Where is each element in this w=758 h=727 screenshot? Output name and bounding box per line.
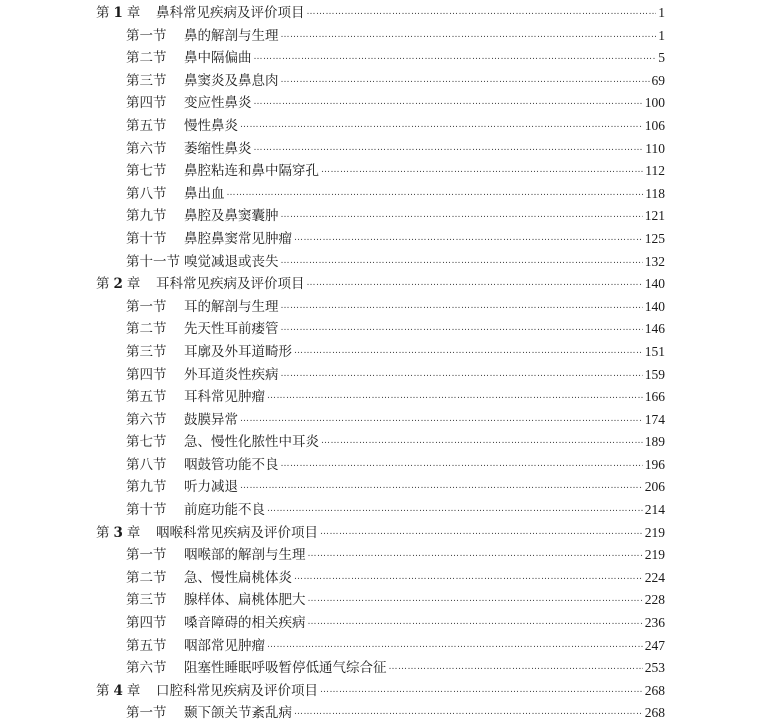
toc-page-number: 224 [644,569,665,585]
toc-entry-number: 第十节 [126,502,167,519]
chapter-prefix: 第 [96,5,110,21]
dot-leader [281,317,643,340]
toc-page-number: 166 [644,389,665,405]
toc-section-row[interactable] [0,409,758,432]
chapter-prefix: 第 [96,524,110,541]
chapter-number: 3 [113,524,123,541]
toc-section-row[interactable] [0,92,758,115]
toc-entry-number: 第三节 [126,72,167,89]
toc-page-number: 125 [644,230,665,246]
toc-entry-number: 第五节 [126,637,167,654]
toc-entry-title: 耳的解剖与生理 [184,298,279,315]
toc-entry-number: 第五节 [126,389,167,406]
dot-leader [320,679,643,702]
toc-page-number: 189 [644,434,665,450]
toc-section-row[interactable] [0,138,758,161]
toc-entry-number: 第十一节 [126,253,180,270]
toc-entry-number: 第六节 [126,140,167,157]
toc-entry-title: 鼻腔鼻窦常见肿瘤 [184,230,292,247]
dot-leader [294,227,643,250]
toc-section-row[interactable] [0,160,758,183]
toc-page-number: 253 [644,660,665,676]
dot-leader [281,295,643,318]
toc-entry-number: 第一节 [126,547,167,564]
dot-leader [281,250,643,273]
toc-entry-title: 阻塞性睡眠呼吸暂停低通气综合征 [184,660,387,677]
toc-section-row[interactable] [0,657,758,680]
toc-page-number: 268 [644,705,665,721]
toc-entry-number: 第九节 [126,479,167,496]
dot-leader [307,272,643,295]
dot-leader [307,1,657,24]
toc-page-number: 118 [645,185,665,201]
toc-chapter-row[interactable] [0,273,758,296]
toc-entry-title: 耳廓及外耳道畸形 [184,343,292,360]
toc-entry-number: 第一节 [126,705,167,722]
dot-leader [281,24,657,47]
chapter-number: 2 [113,276,123,293]
toc-entry-number: 第二节 [126,50,167,67]
toc-entry-number: 第二节 [126,569,167,586]
chapter-prefix: 第 [96,276,110,293]
toc-entry-title: 颞下颌关节紊乱病 [184,705,292,722]
toc-entry-number: 第三节 [126,592,167,609]
toc-entry-number: 第八节 [126,185,167,202]
chapter-suffix: 章 [126,5,141,21]
toc-entry-title: 鼻腔粘连和鼻中隔穿孔 [184,163,319,180]
toc-entry-number [96,522,156,545]
toc-entry-title: 急、慢性扁桃体炎 [184,569,292,586]
toc-entry-title: 萎缩性鼻炎 [184,140,252,157]
toc-entry-number: 第一节 [126,27,167,44]
toc-entry-title: 外耳道炎性疾病 [184,366,279,383]
toc-entry-title: 鼻的解剖与生理 [184,27,279,44]
toc-entry-title: 急、慢性化脓性中耳炎 [184,434,319,451]
dot-leader [281,453,643,476]
chapter-suffix: 章 [126,276,141,293]
dot-leader [320,521,643,544]
toc-page-number: 100 [644,95,665,111]
toc-section-row[interactable] [0,454,758,477]
toc-page-number: 146 [644,321,665,337]
toc-page-number: 140 [644,276,665,292]
table-of-contents [0,2,758,725]
toc-section-row[interactable] [0,47,758,70]
dot-leader [254,46,657,69]
toc-page-number: 1 [658,27,665,43]
toc-entry-title: 耳科常见肿瘤 [184,389,265,406]
dot-leader [240,114,643,137]
dot-leader [308,611,643,634]
toc-entry-title: 腺样体、扁桃体肥大 [184,592,306,609]
toc-entry-title: 嗓音障碍的相关疾病 [184,615,306,632]
dot-leader [240,408,643,431]
dot-leader [321,430,643,453]
toc-entry-number: 第一节 [126,298,167,315]
dot-leader [267,498,643,521]
toc-page-number: 219 [644,524,665,540]
toc-entry-title: 听力减退 [184,479,238,496]
toc-entry-title: 鼻中隔偏曲 [184,50,252,67]
toc-entry-title: 咽鼓管功能不良 [184,456,279,473]
toc-page-number: 268 [644,682,665,698]
toc-page-number: 174 [644,411,665,427]
dot-leader [294,701,643,724]
toc-entry-number: 第十节 [126,230,167,247]
chapter-number: 4 [113,682,123,699]
toc-chapter-row[interactable] [0,680,758,703]
toc-section-row[interactable] [0,431,758,454]
toc-entry-number: 第五节 [126,117,167,134]
toc-section-row[interactable] [0,635,758,658]
toc-page-number: 228 [644,592,665,608]
toc-section-row[interactable] [0,476,758,499]
toc-entry-number: 第六节 [126,660,167,677]
dot-leader [281,204,643,227]
toc-entry-title: 咽喉部的解剖与生理 [184,547,306,564]
chapter-prefix: 第 [96,682,110,699]
toc-entry-number: 第六节 [126,411,167,428]
toc-entry-title: 变应性鼻炎 [184,95,252,112]
dot-leader [389,656,643,679]
toc-section-row[interactable] [0,296,758,319]
toc-page-number: 1 [658,5,665,20]
toc-section-row[interactable] [0,364,758,387]
dot-leader [294,566,643,589]
dot-leader [281,363,643,386]
toc-page-number: 121 [644,208,665,224]
toc-entry-number: 第七节 [126,163,167,180]
toc-entry-number [96,680,156,703]
toc-entry-title: 耳科常见疾病及评价项目 [156,276,305,293]
toc-chapter-row[interactable] [0,522,758,545]
toc-entry-number: 第四节 [126,95,167,112]
dot-leader [267,634,643,657]
dot-leader [321,159,643,182]
toc-section-row[interactable] [0,115,758,138]
toc-section-row[interactable] [0,567,758,590]
toc-page-number: 110 [645,140,665,156]
dot-leader [281,69,650,92]
toc-page-number: 140 [644,298,665,314]
toc-entry-number: 第四节 [126,366,167,383]
toc-page-number: 159 [644,366,665,382]
toc-entry-title: 慢性鼻炎 [184,117,238,134]
toc-page-number: 219 [644,547,665,563]
toc-section-row[interactable] [0,25,758,48]
chapter-suffix: 章 [126,682,141,699]
toc-section-row[interactable] [0,341,758,364]
toc-section-row[interactable] [0,251,758,274]
toc-section-row[interactable] [0,499,758,522]
toc-entry-title: 鼻科常见疾病及评价项目 [156,5,305,21]
toc-entry-title: 咽部常见肿瘤 [184,637,265,654]
toc-page-number: 132 [644,253,665,269]
toc-entry-title: 前庭功能不良 [184,502,265,519]
toc-entry-number: 第九节 [126,208,167,225]
dot-leader [254,137,644,160]
dot-leader [227,182,644,205]
toc-entry-title: 口腔科常见疾病及评价项目 [156,682,318,699]
toc-page-number: 196 [644,456,665,472]
toc-section-row[interactable] [0,612,758,635]
toc-section-row[interactable] [0,318,758,341]
toc-page-number: 214 [644,502,665,518]
toc-section-row[interactable] [0,70,758,93]
toc-section-row[interactable] [0,702,758,725]
toc-entry-number: 第八节 [126,456,167,473]
toc-entry-title: 鼻腔及鼻窦囊肿 [184,208,279,225]
toc-entry-title: 鼻出血 [184,185,225,202]
dot-leader [254,91,643,114]
toc-entry-title: 鼻窦炎及鼻息肉 [184,72,279,89]
toc-page-number: 112 [645,163,665,179]
toc-page-number: 106 [644,117,665,133]
toc-entry-number: 第七节 [126,434,167,451]
toc-entry-number: 第三节 [126,343,167,360]
toc-page-number: 151 [644,343,665,359]
chapter-number: 1 [113,5,123,21]
toc-entry-number [96,2,156,25]
dot-leader [294,340,643,363]
dot-leader [267,385,643,408]
toc-entry-number: 第二节 [126,321,167,338]
toc-entry-title: 鼓膜异常 [184,411,238,428]
chapter-suffix: 章 [126,524,141,541]
toc-page-number: 247 [644,637,665,653]
toc-entry-number: 第四节 [126,615,167,632]
dot-leader [308,543,643,566]
toc-entry [126,702,665,727]
toc-entry-title: 咽喉科常见疾病及评价项目 [156,524,318,541]
toc-entry-title: 嗅觉减退或丧失 [184,253,279,270]
toc-section-row[interactable] [0,228,758,251]
toc-section-row[interactable] [0,589,758,612]
toc-section-row[interactable] [0,386,758,409]
toc-entry-title: 先天性耳前瘘管 [184,321,279,338]
dot-leader [308,588,643,611]
toc-page-number: 206 [644,479,665,495]
dot-leader [240,475,643,498]
toc-page-number: 236 [644,615,665,631]
toc-section-row[interactable] [0,205,758,228]
toc-page-number: 69 [651,72,665,88]
toc-section-row[interactable] [0,544,758,567]
toc-chapter-row[interactable] [0,2,758,25]
toc-section-row[interactable] [0,183,758,206]
toc-entry-number [96,273,156,296]
toc-page-number: 5 [658,50,665,66]
